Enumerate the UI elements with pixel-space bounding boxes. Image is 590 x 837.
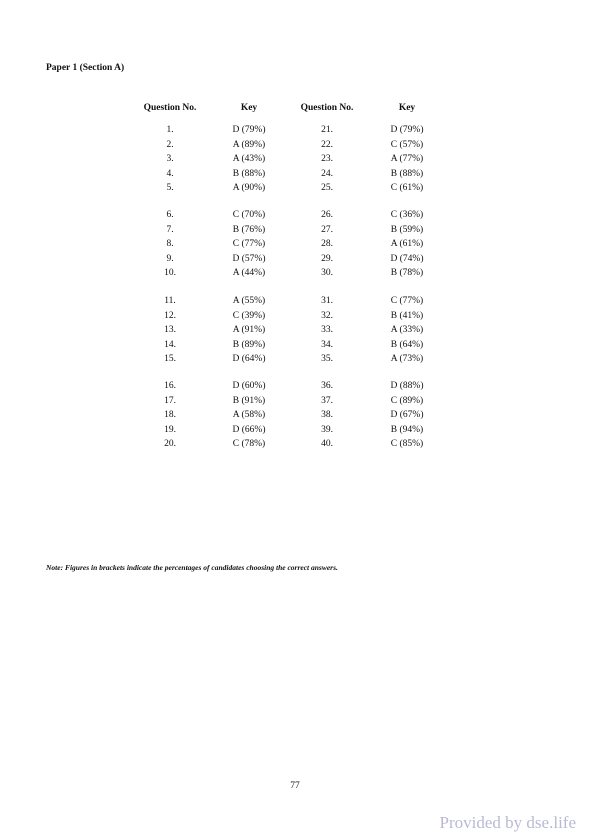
question-number: 32. (321, 310, 333, 321)
question-number: 12. (164, 310, 176, 321)
question-number: 29. (321, 253, 333, 264)
table-row (0, 208, 590, 223)
question-number: 18. (164, 410, 176, 420)
table-block (0, 123, 590, 196)
table-row (0, 167, 590, 182)
footnote: Note: Figures in brackets indicate the percentages of candidates choosing the correct answers. (46, 563, 338, 572)
question-number: 10. (164, 268, 176, 278)
question-number: 19. (164, 424, 176, 435)
table-block (0, 294, 590, 367)
question-number: 22. (321, 139, 333, 150)
table-row (0, 152, 590, 167)
answer-key: B (89%) (232, 339, 266, 350)
answer-key: A (55%) (232, 296, 266, 306)
answer-key: B (64%) (390, 339, 424, 350)
column-header-key-left: Key (240, 103, 258, 113)
answer-key: A (73%) (390, 354, 424, 364)
answer-key: A (91%) (232, 325, 266, 335)
question-number: 24. (321, 168, 333, 179)
table-row (0, 138, 590, 153)
answer-key: A (90%) (232, 183, 266, 193)
section-heading: Paper 1 (Section A) (46, 63, 125, 73)
question-number: 11. (164, 296, 176, 306)
answer-key: A (43%) (232, 154, 266, 164)
question-number: 5. (166, 183, 174, 193)
table-row (0, 266, 590, 281)
question-number: 8. (166, 239, 174, 249)
question-number: 4. (166, 168, 174, 179)
table-row (0, 394, 590, 409)
question-number: 13. (164, 325, 176, 335)
question-number: 3. (166, 154, 174, 164)
answer-key: D (79%) (390, 125, 424, 135)
answer-key: B (59%) (390, 224, 424, 235)
question-number: 34. (321, 339, 333, 350)
table-row (0, 437, 590, 452)
answer-key: D (74%) (390, 253, 424, 264)
question-number: 21. (321, 125, 333, 135)
answer-key: A (61%) (390, 239, 424, 249)
question-number: 40. (321, 439, 333, 449)
question-number: 27. (321, 224, 333, 235)
question-number: 33. (321, 325, 333, 335)
column-header-question-no-right: Question No. (300, 103, 354, 113)
answer-key: C (39%) (232, 310, 266, 321)
table-row (0, 123, 590, 138)
question-number: 6. (166, 210, 174, 220)
question-number: 20. (164, 439, 176, 449)
table-row (0, 408, 590, 423)
table-row (0, 237, 590, 252)
answer-key: B (88%) (232, 168, 266, 179)
answer-key: A (33%) (390, 325, 424, 335)
table-row (0, 323, 590, 338)
table-row (0, 379, 590, 394)
answer-key: A (44%) (232, 268, 266, 278)
column-header-key-right: Key (398, 103, 416, 113)
question-number: 38. (321, 410, 333, 420)
answer-key: D (79%) (232, 125, 266, 135)
question-number: 16. (164, 381, 176, 391)
answer-key: D (67%) (390, 410, 424, 420)
answer-key: B (88%) (390, 168, 424, 179)
question-number: 23. (321, 154, 333, 164)
watermark: Provided by dse.life (439, 813, 576, 832)
question-number: 1. (166, 125, 174, 135)
table-row (0, 252, 590, 267)
answer-key: C (70%) (232, 210, 266, 220)
question-number: 26. (321, 210, 333, 220)
answer-key: D (60%) (232, 381, 266, 391)
answer-key: C (61%) (390, 183, 424, 193)
table-row (0, 294, 590, 309)
answer-key: B (41%) (390, 310, 424, 321)
answer-key: B (78%) (390, 268, 424, 278)
answer-key: D (66%) (232, 424, 266, 435)
answer-key: A (58%) (232, 410, 266, 420)
question-number: 7. (166, 224, 174, 235)
question-number: 15. (164, 354, 176, 364)
answer-key: C (85%) (390, 439, 424, 449)
answer-key: C (36%) (390, 210, 424, 220)
page-number: 77 (290, 781, 300, 791)
question-number: 17. (164, 395, 176, 406)
question-number: 28. (321, 239, 333, 249)
table-block (0, 379, 590, 452)
answer-key: D (57%) (232, 253, 266, 264)
answer-key: B (91%) (232, 395, 266, 406)
answer-key: C (57%) (390, 139, 424, 150)
answer-key: C (77%) (390, 296, 424, 306)
answer-key: C (89%) (390, 395, 424, 406)
question-number: 35. (321, 354, 333, 364)
question-number: 9. (166, 253, 174, 264)
question-number: 31. (321, 296, 333, 306)
answer-key: B (76%) (232, 224, 266, 235)
table-row (0, 352, 590, 367)
table-row (0, 309, 590, 324)
question-number: 36. (321, 381, 333, 391)
table-row (0, 223, 590, 238)
table-row (0, 181, 590, 196)
column-header-question-no-left: Question No. (143, 103, 197, 113)
question-number: 14. (164, 339, 176, 350)
answer-key: C (78%) (232, 439, 266, 449)
question-number: 39. (321, 424, 333, 435)
table-block (0, 208, 590, 281)
table-row (0, 423, 590, 438)
answer-key: B (94%) (390, 424, 424, 435)
answer-key: A (77%) (390, 154, 424, 164)
question-number: 30. (321, 268, 333, 278)
question-number: 2. (166, 139, 174, 150)
answer-key: D (88%) (390, 381, 424, 391)
question-number: 37. (321, 395, 333, 406)
answer-key: A (89%) (232, 139, 266, 150)
answer-key: C (77%) (232, 239, 266, 249)
table-row (0, 338, 590, 353)
question-number: 25. (321, 183, 333, 193)
answer-key: D (64%) (232, 354, 266, 364)
